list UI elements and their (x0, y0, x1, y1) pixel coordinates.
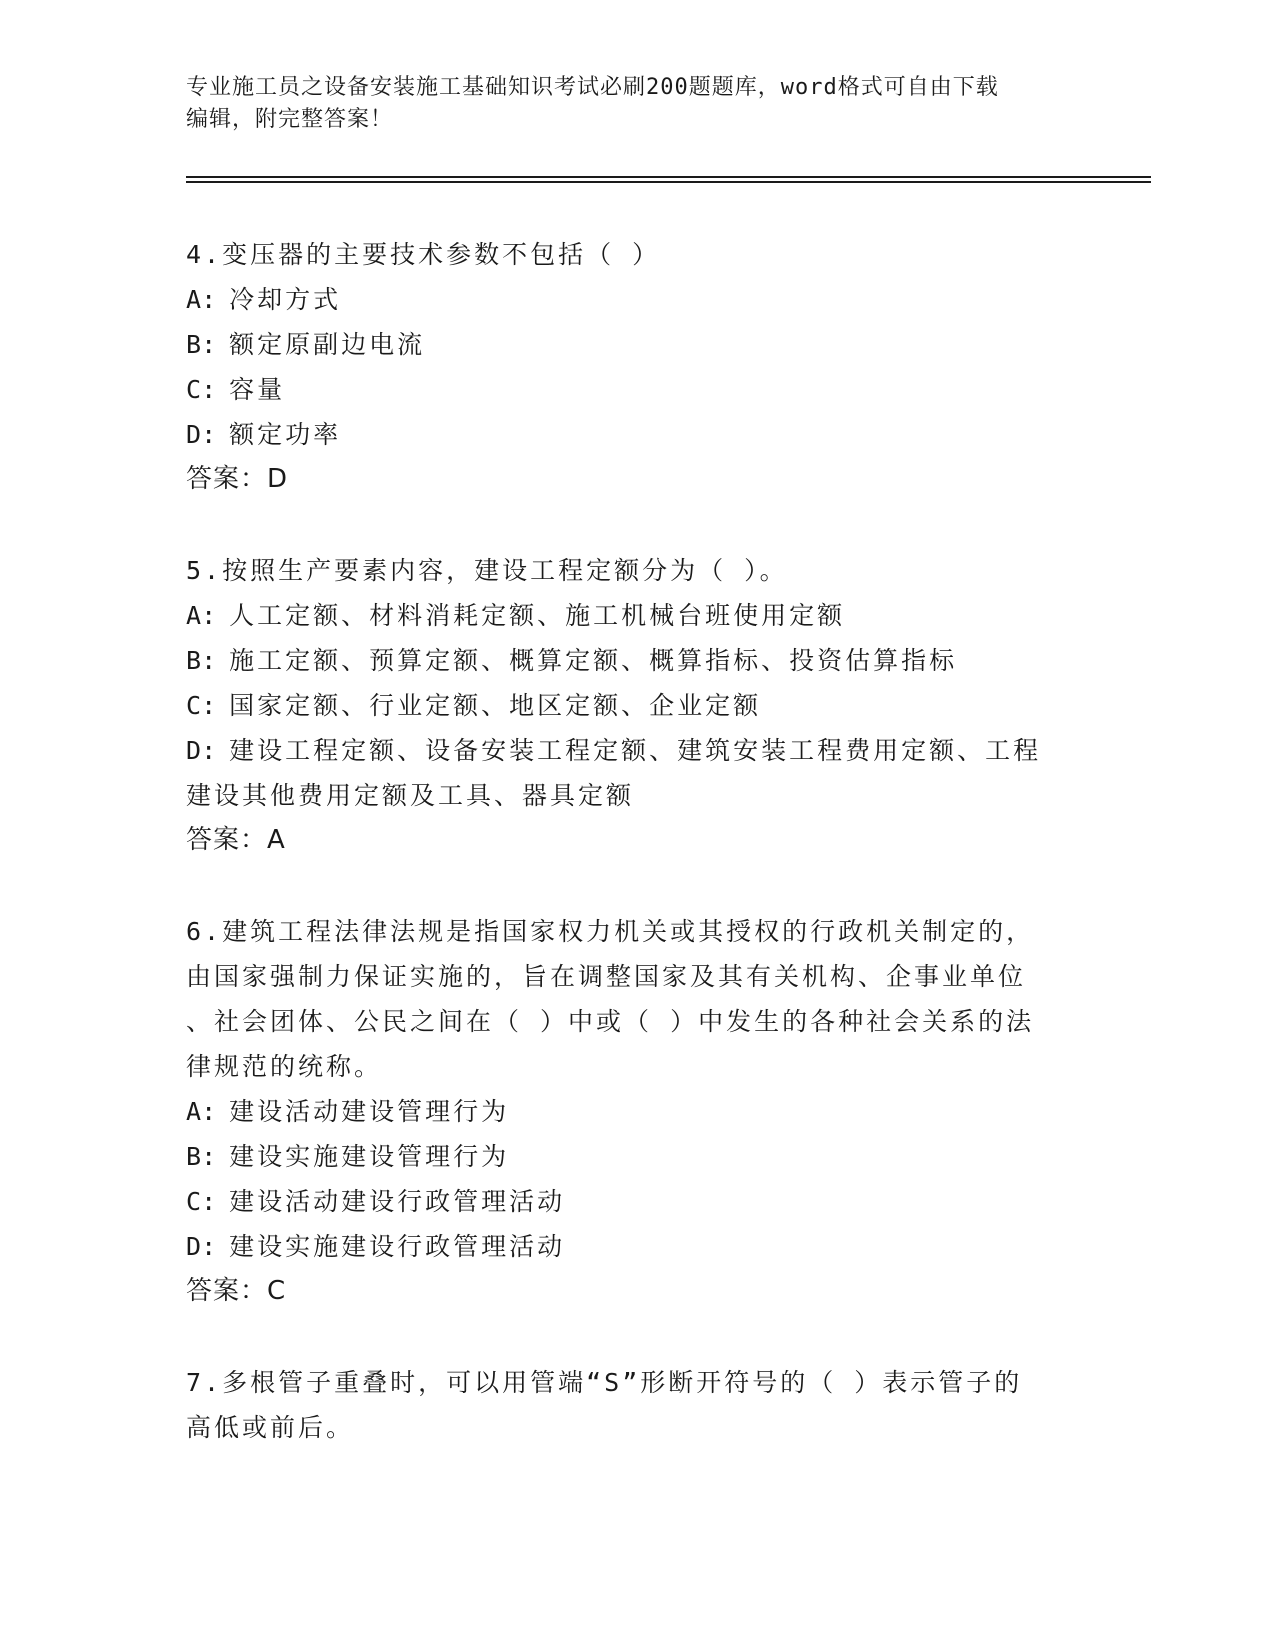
option-b: B: 额定原副边电流 (186, 330, 426, 359)
question-stem-line-2: 高低或前后。 (186, 1413, 355, 1442)
option-c: C: 容量 (186, 375, 286, 404)
option-b: B: 施工定额、预算定额、概算定额、概算指标、投资估算指标 (186, 646, 958, 675)
question-stem: 4.变压器的主要技术参数不包括（ ） (186, 240, 661, 269)
answer-label: 答案：C (186, 1276, 287, 1306)
option-d: D: 建设实施建设行政管理活动 (186, 1232, 566, 1261)
answer-label: 答案：D (186, 464, 289, 494)
question-stem: 5.按照生产要素内容，建设工程定额分为（ ）。 (186, 556, 788, 585)
header-line-2: 编辑，附完整答案！ (186, 107, 394, 132)
option-b: B: 建设实施建设管理行为 (186, 1142, 510, 1171)
header-divider-bottom (186, 181, 1151, 183)
document-header (186, 72, 1066, 136)
question-stem-line-3: 、社会团体、公民之间在（ ）中或（ ）中发生的各种社会关系的法 (186, 1007, 1035, 1036)
question-4 (186, 232, 1086, 502)
option-d: D: 建设工程定额、设备安装工程定额、建筑安装工程费用定额、工程 (186, 736, 1042, 765)
option-a: A: 人工定额、材料消耗定额、施工机械台班使用定额 (186, 601, 846, 630)
question-stem-line-2: 由国家强制力保证实施的，旨在调整国家及其有关机构、企事业单位 (186, 962, 1027, 991)
question-stem-line-4: 律规范的统称。 (186, 1052, 383, 1081)
header-divider-top (186, 176, 1151, 178)
answer-label: 答案：A (186, 825, 286, 855)
header-line-1: 专业施工员之设备安装施工基础知识考试必刷200题题库，word格式可自由下载 (186, 75, 999, 100)
option-a: A: 冷却方式 (186, 285, 342, 314)
question-7 (186, 1360, 1086, 1450)
question-5 (186, 548, 1086, 863)
question-6 (186, 909, 1086, 1314)
option-d: D: 额定功率 (186, 420, 342, 449)
question-stem-line-1: 6.建筑工程法律法规是指国家权力机关或其授权的行政机关制定的， (186, 917, 1035, 946)
question-stem-line-1: 7.多根管子重叠时，可以用管端“S”形断开符号的（ ）表示管子的 (186, 1368, 1023, 1397)
option-c: C: 建设活动建设行政管理活动 (186, 1187, 566, 1216)
option-a: A: 建设活动建设管理行为 (186, 1097, 510, 1126)
option-c: C: 国家定额、行业定额、地区定额、企业定额 (186, 691, 762, 720)
question-list (186, 232, 1086, 1496)
option-d-continuation: 建设其他费用定额及工具、器具定额 (186, 781, 635, 810)
